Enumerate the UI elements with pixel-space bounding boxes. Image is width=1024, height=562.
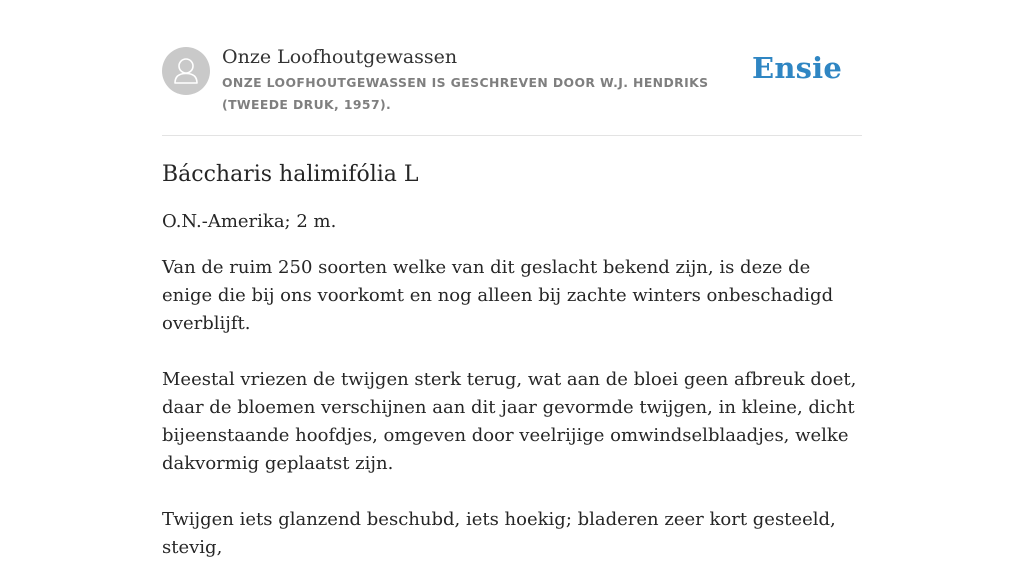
entry-title: Báccharis halimifólia L	[162, 162, 419, 187]
source-subtitle: ONZE LOOFHOUTGEWASSEN IS GESCHREVEN DOOR W.J. HENDRIKS (TWEEDE DRUK, 1957).	[222, 75, 709, 112]
source-title[interactable]: Onze Loofhoutgewassen	[222, 46, 458, 68]
source-header	[162, 46, 862, 136]
entry-origin: O.N.-Amerika; 2 m.	[162, 211, 337, 232]
article	[162, 158, 862, 562]
header-divider	[162, 135, 862, 136]
user-silhouette-icon	[162, 47, 210, 95]
entry-paragraph: Twijgen iets glanzend beschubd, iets hoekig; bladeren zeer kort gesteeld, stevig,	[162, 509, 836, 558]
avatar	[162, 47, 210, 95]
ensie-logo[interactable]: Ensie	[752, 51, 842, 85]
entry-paragraph: Meestal vriezen de twijgen sterk terug, wat aan de bloei geen afbreuk doet, daar de bloemen verschijnen aan dit jaar gevormde twijgen, in kleine, dicht bijeenstaande hoofdjes, omgeven door veelrijige omwindselblaadjes, welke dakvormig geplaatst zijn.	[162, 369, 857, 474]
entry-paragraph: Van de ruim 250 soorten welke van dit geslacht bekend zijn, is deze de enige die bij ons voorkomt en nog alleen bij zachte winters onbeschadigd overblijft.	[162, 257, 834, 334]
